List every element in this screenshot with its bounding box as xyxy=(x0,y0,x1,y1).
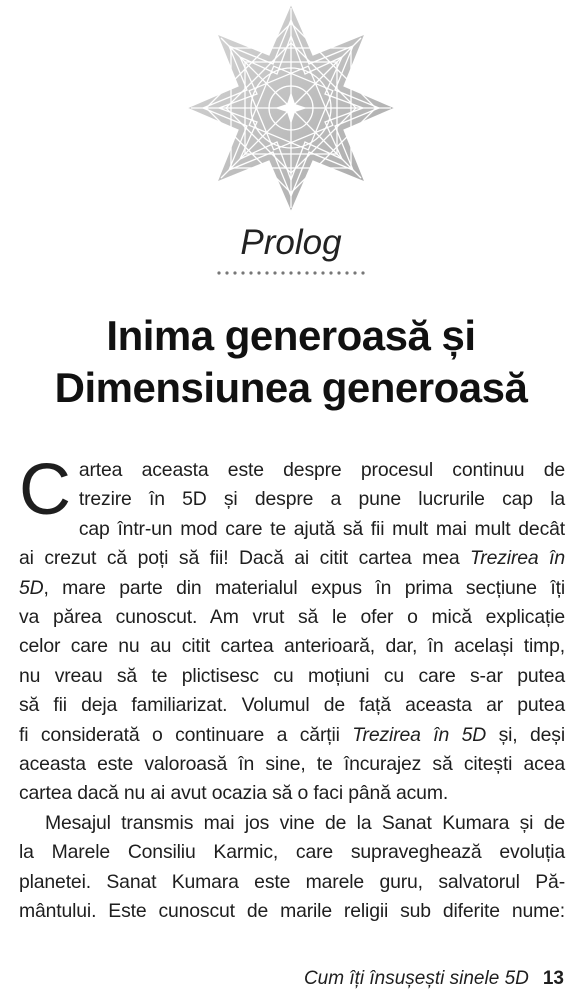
text-line: nu vreau să te plictisesc cu moțiuni cu care s-ar putea xyxy=(19,664,565,687)
text-line: artea aceasta este despre procesul continuu de xyxy=(78,459,565,481)
title-line-1: Inima generoasă și xyxy=(106,312,476,359)
text-line: să fii deja familiarizat. Volumul de față aceasta ar putea xyxy=(19,694,565,717)
book-title-ref: Trezirea în 5D xyxy=(352,723,487,746)
body-text xyxy=(19,450,565,927)
text-line: cartea dacă nu ai avut ocazia să o faci până acum. xyxy=(19,782,449,805)
text-line: mântului. Este cunoscut de marile religii sub diferite nume: xyxy=(19,900,565,923)
text-fragment: fi considerată o continuare a cărții xyxy=(19,723,353,746)
text-line xyxy=(19,574,565,603)
text-line: planetei. Sanat Kumara este marele guru, salvatorul Pă- xyxy=(19,870,565,893)
text-line xyxy=(19,544,565,573)
title-line-2: Dimensiunea generoasă xyxy=(54,364,528,411)
chapter-label: Prolog xyxy=(240,223,342,262)
chapter-title xyxy=(0,310,582,414)
dotted-divider xyxy=(216,270,366,276)
drop-cap: C xyxy=(19,450,71,530)
running-footer-title: Cum îți însușești sinele 5D xyxy=(303,968,529,989)
text-line: celor care nu au citit cartea anterioară, dar, în același timp, xyxy=(19,635,565,658)
page-footer xyxy=(304,965,564,993)
book-title-ref: Trezirea în xyxy=(470,547,565,570)
text-line: la Marele Consiliu Karmic, care supraveghează evoluția xyxy=(19,841,565,864)
text-fragment: , mare parte din materialul expus în prima secțiune îți xyxy=(43,576,565,599)
text-line: va părea cunoscut. Am vrut să le ofer o mică explicație xyxy=(19,606,565,629)
text-line: Mesajul transmis mai jos vine de la Sanat Kumara și de xyxy=(45,811,565,834)
text-fragment: și, deși xyxy=(486,723,565,746)
text-line: trezire în 5D și despre a pune lucrurile cap la xyxy=(78,488,565,511)
text-line: cap într-un mod care te ajută să fii mult mai mult decât xyxy=(78,517,565,540)
text-line: aceasta este valoroasă în sine, te încurajez să citești acea xyxy=(19,753,565,776)
paragraph-2 xyxy=(19,809,565,927)
book-title-ref: 5D xyxy=(19,576,44,599)
text-line xyxy=(19,721,565,750)
page-number: 13 xyxy=(542,968,564,989)
paragraph-1 xyxy=(19,450,565,809)
mandala-ornament-icon xyxy=(185,2,397,214)
text-fragment: ai crezut că poți să fii! Dacă ai citit cartea mea xyxy=(19,547,471,570)
